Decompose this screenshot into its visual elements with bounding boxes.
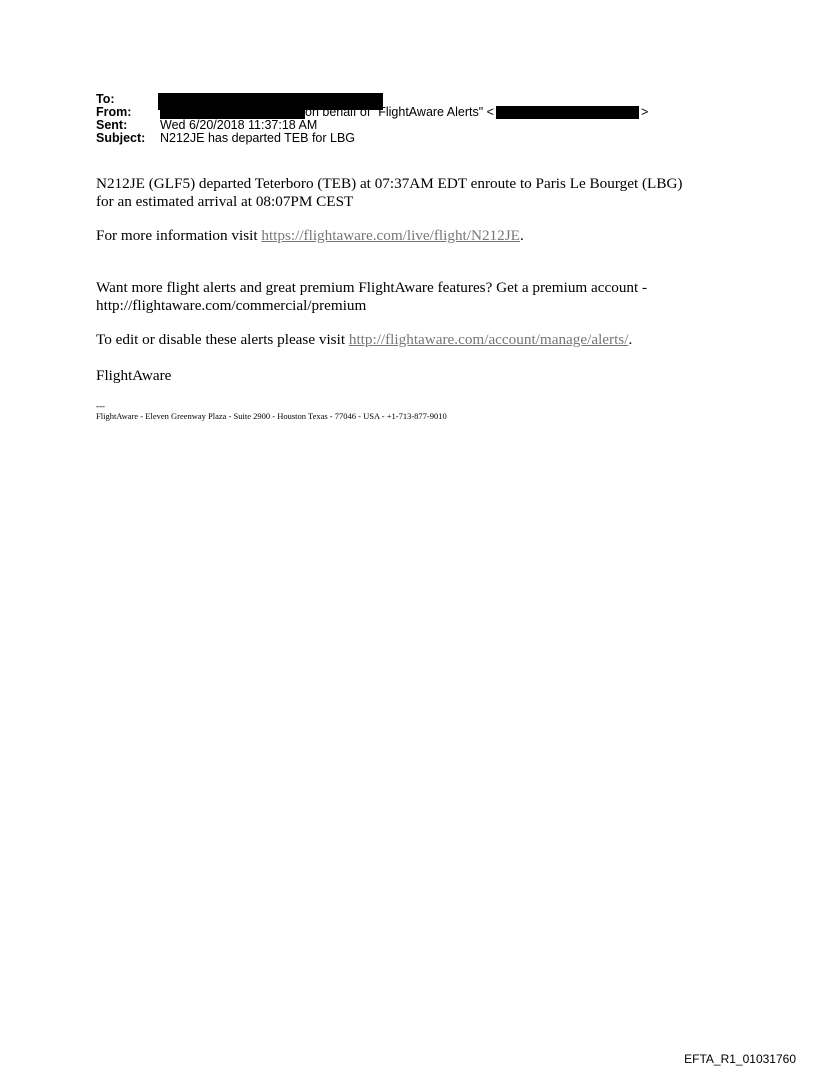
subject-label: Subject: [96, 131, 146, 145]
signature: FlightAware [96, 367, 172, 384]
more-info-paragraph [96, 227, 696, 245]
flight-tracking-link[interactable]: https://flightaware.com/live/flight/N212JE [261, 227, 520, 244]
footer-address: FlightAware - Eleven Greenway Plaza - Suite 2900 - Houston Texas - 77046 - USA - +1-713-877-9010 [96, 411, 447, 421]
manage-alerts-prefix: To edit or disable these alerts please visit [96, 331, 349, 348]
from-text: on behalf of "FlightAware Alerts" < [305, 105, 494, 119]
subject-value: N212JE has departed TEB for LBG [160, 131, 356, 145]
from-close: > [640, 105, 649, 119]
from-label: From: [96, 105, 132, 119]
departure-paragraph: N212JE (GLF5) departed Teterboro (TEB) at 07:37AM EDT enroute to Paris Le Bourget (LBG) for an estimated arrival at 08:07PM CEST [96, 175, 683, 210]
premium-paragraph: Want more flight alerts and great premium FlightAware features? Get a premium account - http://flightaware.com/commercial/premium [96, 279, 648, 314]
manage-alerts-paragraph [96, 331, 696, 349]
sent-label: Sent: [96, 118, 128, 132]
more-info-prefix: For more information visit [96, 227, 262, 244]
to-label: To: [96, 92, 115, 106]
document-id: EFTA_R1_01031760 [684, 1052, 796, 1066]
manage-alerts-suffix: . [628, 331, 633, 348]
manage-alerts-link[interactable]: http://flightaware.com/account/manage/alerts/ [348, 331, 629, 348]
more-info-suffix: . [519, 227, 524, 244]
redacted-sender-email [496, 106, 639, 119]
sent-value: Wed 6/20/2018 11:37:18 AM [160, 118, 318, 132]
footer-separator: --- [96, 401, 105, 411]
